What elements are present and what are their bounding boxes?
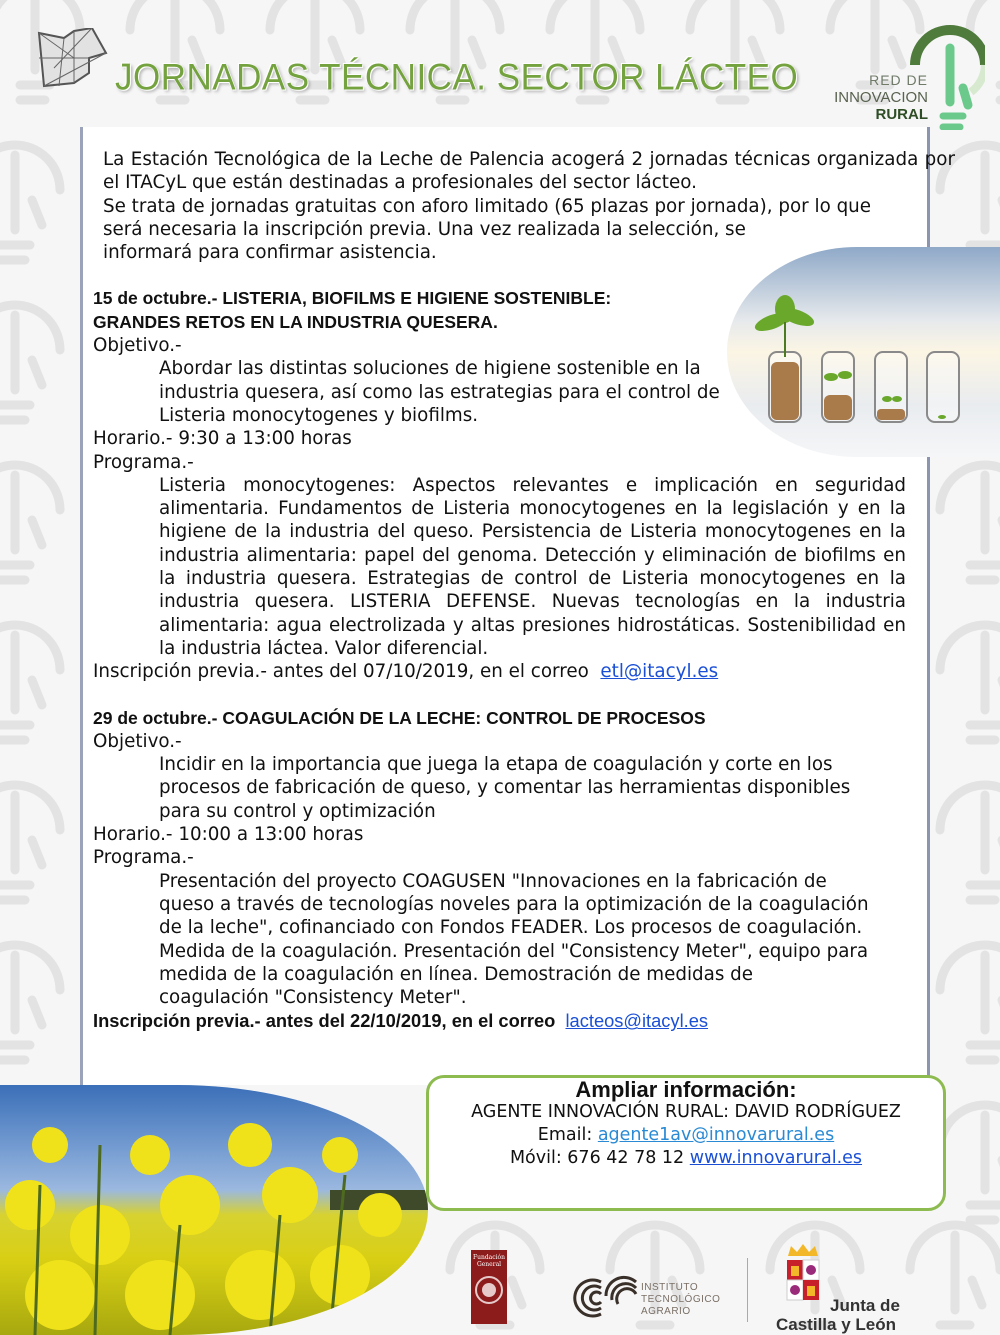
itacyl-line-3: AGRARIO: [641, 1306, 691, 1317]
session-2-email-link[interactable]: lacteos@itacyl.es: [565, 1010, 709, 1032]
agent-email-link[interactable]: agente1av@innovarural.es: [597, 1125, 835, 1145]
session-2-objective-label: Objetivo.-: [93, 730, 182, 752]
session-2-registration-text: Inscripción previa.- antes del 22/10/2019, en el correo: [93, 1010, 556, 1032]
coin-jars-photo: [727, 247, 1000, 457]
session-2-program-line-2: queso a través de tecnologías noveles para la optimización de la coagulación: [159, 893, 869, 915]
fundacion-line-1: Fundación: [472, 1254, 506, 1261]
brand-line-3: RURAL: [875, 106, 928, 123]
session-1-title-line-1: 15 de octubre.- LISTERIA, BIOFILMS E HIGIENE SOSTENIBLE:: [93, 288, 612, 309]
logo-divider: [747, 1258, 748, 1322]
session-2-program-line-3: de la leche", cofinanciado con Fondos FEADER. Los procesos de coagulación.: [159, 917, 863, 939]
session-2-registration: [93, 1009, 933, 1032]
intro-paragraph-1: La Estación Tecnológica de la Leche de Palencia acogerá 2 jornadas técnicas organizada por el ITACyL que están destinadas a profesionales del sector lácteo.: [103, 149, 955, 194]
fundacion-general-logo: [471, 1250, 507, 1324]
session-1-email-link[interactable]: etl@itacyl.es: [600, 661, 719, 683]
more-info-title: Ampliar información:: [575, 1077, 797, 1102]
footer-logos: [0, 1230, 1000, 1333]
session-2-objective-line-1: Incidir en la importancia que juega la etapa de coagulación y corte en los: [159, 754, 833, 776]
intro-paragraph-2-line-2: será necesaria la inscripción previa. Una vez realizada la selección, se: [103, 218, 746, 240]
phone-label: Móvil: 676 42 78 12: [509, 1148, 685, 1168]
more-info-box: [426, 1075, 946, 1211]
session-2-objective-line-3: para su control y optimización: [159, 800, 436, 822]
seal-icon: [474, 1268, 504, 1308]
agent-name: AGENTE INNOVACIÓN RURAL: DAVID RODRÍGUEZ: [471, 1102, 901, 1122]
brand-line-1: RED DE: [869, 72, 928, 88]
session-1-objective-label: Objetivo.-: [93, 335, 182, 357]
fundacion-line-2: General: [476, 1261, 502, 1268]
website-link[interactable]: www.innovarural.es: [689, 1148, 863, 1168]
session-1-registration-text: Inscripción previa.- antes del 07/10/2019, en el correo: [93, 661, 589, 683]
agent-phone-row: [429, 1147, 943, 1170]
itacyl-line-1: INSTITUTO: [641, 1282, 699, 1293]
jcyl-line-2: Castilla y León: [776, 1315, 896, 1334]
session-1-schedule: Horario.- 9:30 a 13:00 horas: [93, 428, 352, 450]
header: [0, 0, 1000, 125]
email-label: Email:: [537, 1125, 593, 1145]
brand-line-2: INNOVACION: [834, 89, 928, 106]
session-2-program-line-4: Medida de la coagulación. Presentación del "Consistency Meter", equipo para: [159, 940, 869, 962]
page-title: JORNADAS TÉCNICA. SECTOR LÁCTEO: [115, 57, 799, 98]
junta-castilla-leon-logo-text: [776, 1296, 900, 1334]
lightbulb-r-icon: [905, 10, 985, 130]
intro-paragraph-2-line-1: Se trata de jornadas gratuitas con aforo limitado (65 plazas por jornada), por lo que: [103, 195, 872, 217]
jars-illustration: [727, 247, 1000, 457]
session-1-objective-line-1: Abordar las distintas soluciones de higiene sostenible en la: [159, 358, 701, 380]
session-2-objective-line-2: procesos de fabricación de queso, y comentar las herramientas disponibles: [159, 777, 851, 799]
session-1-objective-line-3: Listeria monocytogenes y biofilms.: [159, 404, 479, 426]
agent-email-row: [429, 1124, 943, 1147]
session-1-objective-line-2: industria quesera, así como las estrategias para el control de: [159, 381, 720, 403]
session-1-program-label: Programa.-: [93, 451, 194, 473]
itacyl-logo-icon: [566, 1274, 638, 1320]
jcyl-line-1: Junta de: [830, 1296, 900, 1315]
session-2-program-line-1: Presentación del proyecto COAGUSEN "Innovaciones en la fabricación de: [159, 870, 827, 892]
itacyl-line-2: TECNOLÓGICO: [641, 1294, 721, 1305]
session-2: [93, 707, 933, 1033]
session-1-title-line-2: GRANDES RETOS EN LA INDUSTRIA QUESERA.: [93, 311, 498, 332]
session-2-program-line-6: coagulación "Consistency Meter".: [159, 987, 467, 1009]
session-2-title: 29 de octubre.- COAGULACIÓN DE LA LECHE: CONTROL DE PROCESOS: [93, 707, 706, 728]
session-1-registration: [93, 660, 933, 683]
session-2-program-label: Programa.-: [93, 847, 194, 869]
session-2-schedule: Horario.- 10:00 a 13:00 horas: [93, 824, 364, 846]
itacyl-logo-text: [641, 1282, 720, 1318]
intro-paragraph-2-line-3: informará para confirmar asistencia.: [103, 242, 437, 264]
castilla-leon-map-icon: [34, 28, 124, 88]
session-2-program-line-5: medida de la coagulación en línea. Demostración de medidas de: [159, 963, 754, 985]
session-1-program-text: Listeria monocytogenes: Aspectos relevantes e implicación en seguridad alimentaria. Fundamentos de Listeria monocytogenes en la legislación y en la higiene de la industria del queso. Persistencia de Listeria monocytogenes en la industria alimentaria: papel del genoma. Detección y eliminación de biofilms en la industria quesera. Estrategias de control de Listeria monocytogenes en la industria quesera. LISTERIA DEFENSE. Nuevas tecnologías en la industria alimentaria: agua electrolizada y altas presiones hidrostáticas. Sostenibilidad en la industria láctea. Valor diferencial.: [159, 474, 906, 659]
